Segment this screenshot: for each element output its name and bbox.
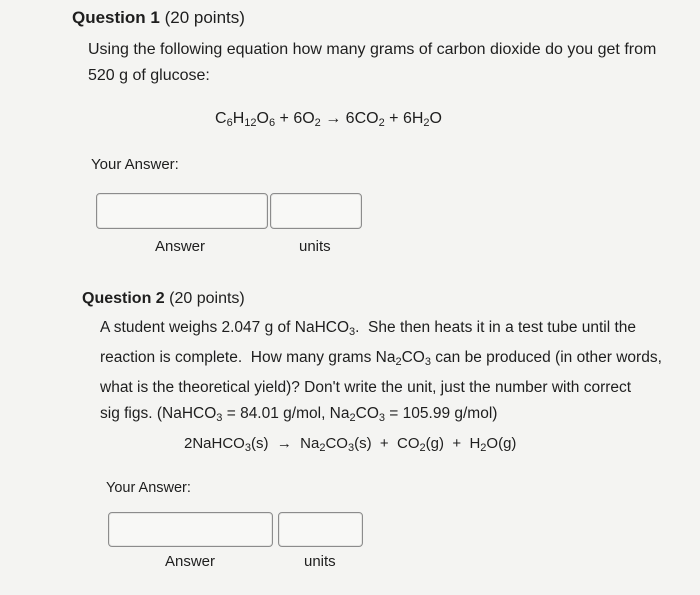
q2-line3: what is the theoretical yield)? Don't write the unit, just the number with correct (100, 379, 632, 396)
q2-line2-sub2: 3 (424, 356, 431, 368)
q1-title (72, 8, 245, 28)
q2-eq-p1-state: (s) (354, 435, 372, 452)
q2-equation (184, 435, 516, 454)
q1-units-label: units (299, 238, 331, 255)
q2-units-input[interactable] (278, 512, 363, 547)
q2-eq-plus: + (371, 435, 398, 452)
eq-h: H (232, 110, 245, 127)
q2-eq-p1a: Na (300, 435, 320, 452)
q1-your-answer: Your Answer: (91, 156, 179, 173)
q2-line4-sub2: 2 (349, 412, 356, 424)
q2-line2-c: can be produced (in other words, (430, 349, 662, 366)
q2-line4-c: CO (355, 405, 379, 422)
q2-answer-input[interactable] (108, 512, 273, 547)
q2-line4 (100, 401, 662, 431)
q2-eq-p3: H (469, 435, 481, 452)
q2-eq-p1b: CO (325, 435, 348, 452)
q2-line2-sub1: 2 (395, 356, 402, 368)
eq-co2-sub: 2 (378, 117, 385, 129)
eq-o: O (256, 110, 269, 127)
eq-h2o: 6H (402, 110, 424, 127)
q2-line4-sub3: 3 (378, 412, 385, 424)
q1-prompt-line2: 520 g of glucose: (88, 67, 210, 84)
q2-answer-label: Answer (165, 553, 216, 570)
q2-eq-arrow: → (268, 435, 301, 452)
eq-h2o-sub: 2 (423, 117, 430, 129)
q2-eq-p2-sub: 2 (419, 442, 426, 454)
q2-line4-b: = 84.01 g/mol, Na (222, 405, 350, 422)
eq-c-sub: 6 (226, 117, 233, 129)
q2-line1-a: A student weighs 2.047 g of NaHCO (100, 319, 350, 336)
eq-co2: 6CO (345, 110, 379, 127)
q1-prompt-line1: Using the following equation how many grams of carbon dioxide do you get from (88, 41, 657, 58)
q2-line4-a: sig figs. (NaHCO (100, 405, 217, 422)
q2-line2-a: reaction is complete. How many grams Na (100, 349, 396, 366)
q1-equation (215, 110, 442, 129)
q1-prompt (88, 37, 656, 89)
q1-units-input[interactable] (270, 193, 362, 229)
q2-eq-p2-state: (g) (425, 435, 444, 452)
q2-points: (20 points) (169, 290, 245, 307)
q1-points: (20 points) (164, 8, 245, 27)
q2-eq-p3-sub: 2 (480, 442, 487, 454)
q2-eq-p1-sub2: 3 (347, 442, 355, 454)
q1-title-text: Question 1 (72, 8, 160, 27)
q2-eq-r1-sub: 3 (244, 442, 251, 454)
q2-line1 (100, 315, 662, 345)
q2-line1-sub: 3 (349, 326, 356, 338)
q2-line2 (100, 345, 662, 375)
q2-line1-b: . She then heats it in a test tube until the (355, 319, 637, 336)
q2-eq-p2: CO (397, 435, 420, 452)
q2-line4-sub1: 3 (216, 412, 223, 424)
q2-eq-p1-sub1: 2 (319, 442, 326, 454)
eq-plus: + (275, 110, 294, 127)
q2-eq-r1-state: (s) (250, 435, 269, 452)
q2-title-text: Question 2 (82, 290, 165, 307)
q2-eq-r1: 2NaHCO (184, 435, 245, 452)
q2-eq-p3-o: O(g) (486, 435, 517, 452)
eq-arrow: → (320, 110, 346, 127)
q2-line2-b: CO (401, 349, 425, 366)
eq-h2o-o: O (429, 110, 442, 127)
eq-plus: + (384, 110, 403, 127)
q2-line4-d: = 105.99 g/mol) (385, 405, 498, 422)
q2-prompt (100, 315, 662, 431)
eq-o2-sub: 2 (314, 117, 321, 129)
eq-c: C (215, 110, 227, 127)
eq-o-sub: 6 (268, 117, 276, 129)
eq-h-sub: 12 (244, 117, 257, 129)
q2-units-label: units (304, 553, 336, 570)
q1-answer-label: Answer (155, 238, 206, 255)
q2-title (82, 290, 245, 308)
q2-your-answer: Your Answer: (106, 480, 191, 496)
q1-answer-input[interactable] (96, 193, 268, 229)
eq-o2: 6O (293, 110, 315, 127)
q2-eq-plus: + (444, 435, 470, 452)
